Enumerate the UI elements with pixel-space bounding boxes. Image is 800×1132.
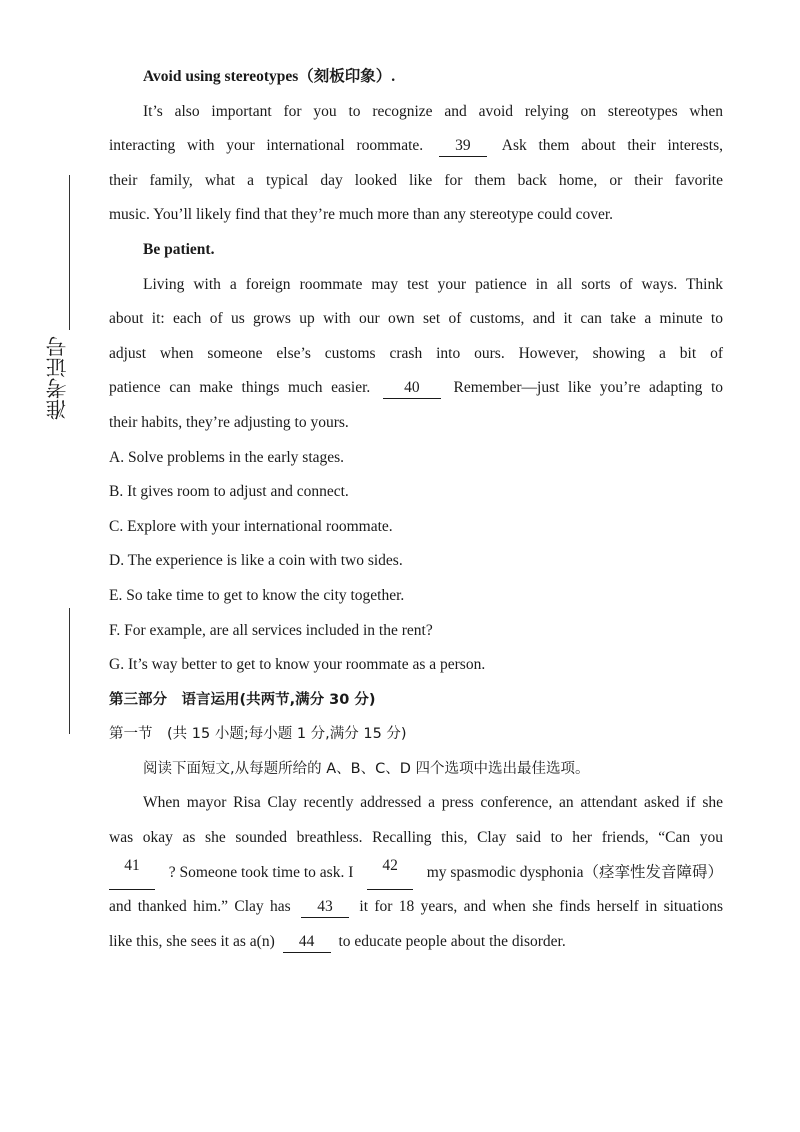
p2-line4-a: patience can make things much easier. [109,379,371,397]
cloze-line1: When mayor Risa Clay recently addressed a press conference, an attendant asked if she [143,794,723,812]
p1-line2-a: interacting with your international roommate. [109,137,424,155]
cloze-line4-a: and thanked him.” Clay has [109,898,291,916]
cloze-line4-b: it for 18 years, and when she finds herself in situations [359,898,724,916]
blank-40[interactable]: 40 [383,378,441,399]
blank-41[interactable]: 41 [109,856,155,891]
cloze-line5-a: like this, she sees it as a(n) [109,932,275,950]
blank-39[interactable]: 39 [439,136,487,157]
p1-line4: music. You’ll likely find that they’re much more than any stereotype could cover. [109,206,614,224]
cloze-line3-b: my spasmodic dysphonia（痉挛性发音障碍） [426,863,723,881]
p2-line3: adjust when someone else’s customs crash into ours. However, showing a bit of [109,344,723,362]
option-e: E. So take time to get to know the city together. [109,586,405,604]
p1-line1: It’s also important for you to recognize and avoid relying on stereotypes when [143,102,723,120]
p2-line4-b: Remember—just like you’re adapting to [453,379,724,397]
exam-page-content [109,60,723,959]
p2-line4 [109,371,723,406]
blank-43[interactable]: 43 [301,897,349,918]
option-d: D. The experience is like a coin with two sides. [109,552,403,570]
exam-number-label [44,336,70,425]
exam-number-text: 准考证号 [45,336,69,420]
cloze-line5 [109,925,723,960]
part3-title: 第三部分 语言运用(共两节,满分 30 分) [109,691,376,708]
p2-line5: their habits, they’re adjusting to yours. [109,413,349,431]
cloze-line3-a: ? Someone took time to ask. I [168,863,354,881]
blank-42[interactable]: 42 [367,856,413,891]
p2-line2: about it: each of us grows up with our own set of customs, and it can take a minute to [109,310,723,328]
option-c: C. Explore with your international roommate. [109,517,393,535]
cloze-instruction: 阅读下面短文,从每题所给的 A、B、C、D 四个选项中选出最佳选项。 [143,760,590,777]
heading-avoid-stereotypes: Avoid using stereotypes（刻板印象）. [143,68,396,85]
option-g: G. It’s way better to get to know your roommate as a person. [109,656,486,674]
margin-rule-bottom [69,608,70,734]
p1-line2-b: Ask them about their interests, [501,137,724,155]
section1-title: 第一节 (共 15 小题;每小题 1 分,满分 15 分) [109,726,407,743]
blank-44[interactable]: 44 [283,932,331,953]
option-f: F. For example, are all services included in the rent? [109,621,433,639]
p1-line2 [109,129,723,164]
option-a: A. Solve problems in the early stages. [109,448,345,466]
cloze-line3 [109,856,723,891]
margin-rule-top [69,175,70,330]
p1-line3: their family, what a typical day looked like for them back home, or their favorite [109,171,723,189]
option-b: B. It gives room to adjust and connect. [109,483,349,501]
cloze-line2: was okay as she sounded breathless. Recalling this, Clay said to her friends, “Can you [109,829,723,847]
cloze-line4 [109,890,723,925]
p2-line1: Living with a foreign roommate may test your patience in all sorts of ways. Think [143,275,723,293]
heading-be-patient: Be patient. [143,240,215,258]
cloze-line5-b: to educate people about the disorder. [338,932,566,950]
